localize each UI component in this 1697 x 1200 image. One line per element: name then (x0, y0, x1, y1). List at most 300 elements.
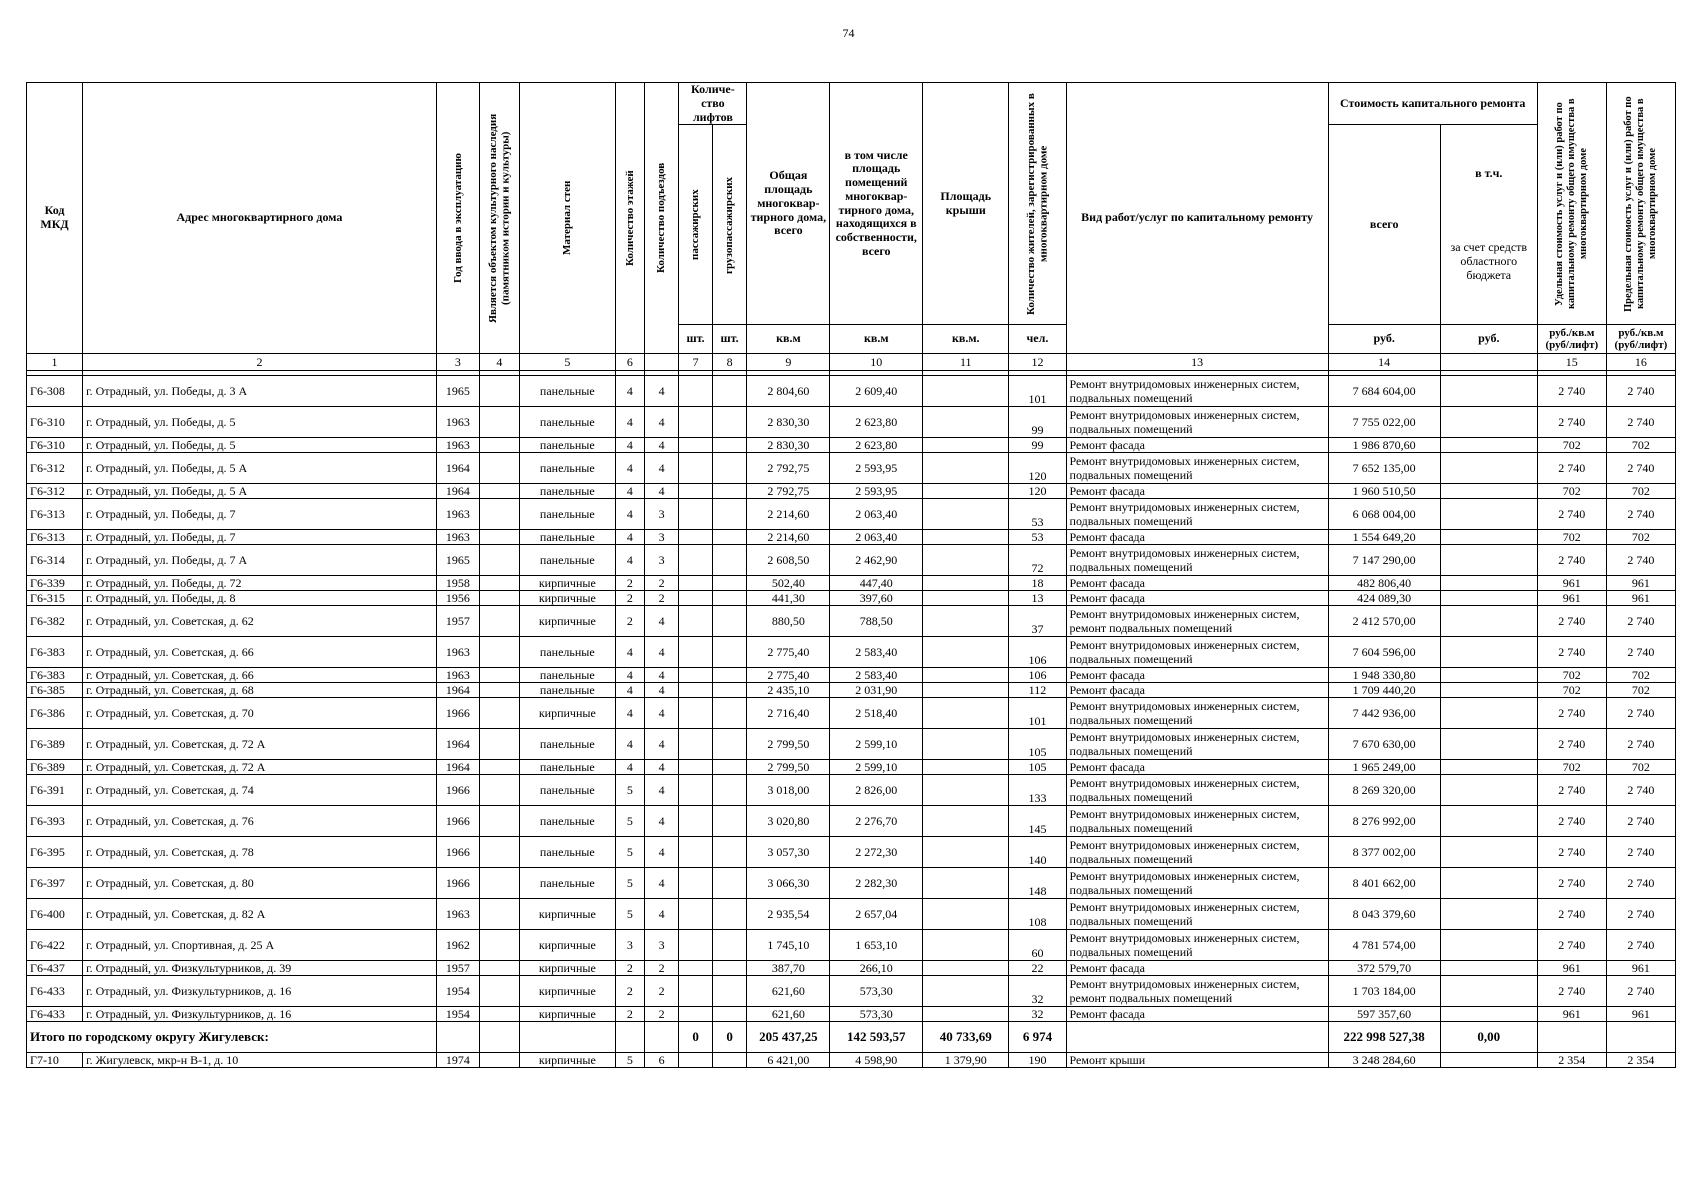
cell-owned-area: 2 518,40 (830, 698, 923, 729)
cell-floors: 2 (615, 606, 644, 637)
cell-walls: кирпичные (519, 961, 615, 976)
cell-lifts-passenger (679, 484, 712, 499)
cell-code: Г6-395 (27, 837, 83, 868)
header-year: Год ввода в эксплуатацию (451, 153, 464, 284)
cell-lifts-cargo (712, 606, 747, 637)
cell-owned-area: 447,40 (830, 576, 923, 591)
cell-owned-area: 4 598,90 (830, 1053, 923, 1068)
cell-walls: кирпичные (519, 930, 615, 961)
cell-entrances: 2 (644, 591, 679, 606)
cell-total-area: 880,50 (747, 606, 830, 637)
cell-owned-area: 2 609,40 (830, 376, 923, 407)
cell-regional (1440, 806, 1537, 837)
cell-lifts-passenger (679, 453, 712, 484)
header-incl: в т.ч. (1475, 166, 1503, 181)
header-entrances: Количество подъездов (655, 163, 668, 274)
cell-regional (1440, 729, 1537, 760)
cell-lifts-cargo (712, 637, 747, 668)
cell-address: г. Жигулевск, мкр-н В-1, д. 10 (83, 1053, 437, 1068)
cell-code: Г6-389 (27, 760, 83, 775)
cell-code: Г6-383 (27, 637, 83, 668)
cell-regional (1440, 453, 1537, 484)
cell-entrances: 3 (644, 930, 679, 961)
cell-year: 1957 (436, 961, 479, 976)
cell-roof-area (923, 868, 1009, 899)
cell-cost-total: 4 781 574,00 (1328, 930, 1440, 961)
cell-max-cost: 961 (1606, 576, 1675, 591)
cell-cost-total: 6 068 004,00 (1328, 499, 1440, 530)
col-number: 10 (830, 354, 923, 371)
cell-unit-cost: 961 (1537, 576, 1606, 591)
table-row (27, 637, 1676, 668)
total-label: Итого по городскому округу Жигулевск: (27, 1022, 437, 1053)
total-residents: 6 974 (1009, 1022, 1066, 1053)
cell-walls: панельные (519, 453, 615, 484)
cell-heritage (479, 729, 519, 760)
cell-cost-total: 1 554 649,20 (1328, 530, 1440, 545)
total-work (1066, 1022, 1328, 1053)
cell-work-type: Ремонт фасада (1066, 668, 1328, 683)
cell-work-type: Ремонт фасада (1066, 530, 1328, 545)
cell-lifts-cargo (712, 438, 747, 453)
cell-unit-cost: 961 (1537, 1007, 1606, 1022)
cell-heritage (479, 698, 519, 729)
cell-code: Г6-339 (27, 576, 83, 591)
col-number: 3 (436, 354, 479, 371)
cell-entrances: 3 (644, 545, 679, 576)
total-area: 205 437,25 (747, 1022, 830, 1053)
cell-work-type: Ремонт внутридомовых инженерных систем, подвальных помещений (1066, 729, 1328, 760)
cell-unit-cost: 702 (1537, 530, 1606, 545)
cell-max-cost: 2 740 (1606, 453, 1675, 484)
cell-code: Г6-308 (27, 376, 83, 407)
cell-cost-total: 8 043 379,60 (1328, 899, 1440, 930)
cell-floors: 5 (615, 1053, 644, 1068)
cell-lifts-cargo (712, 760, 747, 775)
total-roof-area: 40 733,69 (923, 1022, 1009, 1053)
cell-owned-area: 2 623,80 (830, 438, 923, 453)
cell-regional (1440, 760, 1537, 775)
header-cargo: грузопассажирских (723, 176, 736, 274)
cell-roof-area (923, 545, 1009, 576)
cell-cost-total: 7 147 290,00 (1328, 545, 1440, 576)
cell-total-area: 502,40 (747, 576, 830, 591)
cell-owned-area: 2 826,00 (830, 775, 923, 806)
cell-entrances: 2 (644, 976, 679, 1007)
cell-work-type: Ремонт внутридомовых инженерных систем, подвальных помещений (1066, 637, 1328, 668)
cell-work-type: Ремонт фасада (1066, 576, 1328, 591)
cell-year: 1963 (436, 899, 479, 930)
cell-max-cost: 2 740 (1606, 930, 1675, 961)
cell-work-type: Ремонт внутридомовых инженерных систем, ремонт подвальных помещений (1066, 606, 1328, 637)
table-row (27, 499, 1676, 530)
cell-code: Г6-313 (27, 499, 83, 530)
cell-code: Г6-386 (27, 698, 83, 729)
cell-lifts-passenger (679, 438, 712, 453)
cell-year: 1963 (436, 499, 479, 530)
cell-owned-area: 2 272,30 (830, 837, 923, 868)
cell-address: г. Отрадный, ул. Победы, д. 7 А (83, 545, 437, 576)
cell-roof-area (923, 899, 1009, 930)
cell-residents: 145 (1009, 806, 1066, 837)
cell-year: 1964 (436, 453, 479, 484)
cell-floors: 4 (615, 698, 644, 729)
table-row (27, 698, 1676, 729)
cell-floors: 3 (615, 930, 644, 961)
cell-residents: 105 (1009, 729, 1066, 760)
cell-max-cost: 702 (1606, 668, 1675, 683)
cell-residents: 190 (1009, 1053, 1066, 1068)
cell-year: 1963 (436, 407, 479, 438)
cell-entrances: 4 (644, 899, 679, 930)
cell-heritage (479, 637, 519, 668)
cell-owned-area: 2 583,40 (830, 637, 923, 668)
cell-work-type: Ремонт фасада (1066, 683, 1328, 698)
table-row (27, 545, 1676, 576)
cell-regional (1440, 576, 1537, 591)
cell-max-cost: 702 (1606, 530, 1675, 545)
cell-entrances: 4 (644, 698, 679, 729)
cell-heritage (479, 976, 519, 1007)
cell-max-cost: 2 740 (1606, 775, 1675, 806)
cell-year: 1974 (436, 1053, 479, 1068)
cell-owned-area: 2 583,40 (830, 668, 923, 683)
cell-code: Г6-382 (27, 606, 83, 637)
cell-lifts-cargo (712, 591, 747, 606)
cell-residents: 108 (1009, 899, 1066, 930)
header-regional: за счет средств областного бюджета (1450, 240, 1528, 282)
table-header (27, 83, 1676, 371)
cell-owned-area: 2 031,90 (830, 683, 923, 698)
cell-regional (1440, 698, 1537, 729)
cell-lifts-passenger (679, 868, 712, 899)
table-row (27, 1053, 1676, 1068)
total-lifts-cargo: 0 (712, 1022, 747, 1053)
cell-residents: 133 (1009, 775, 1066, 806)
cell-regional (1440, 868, 1537, 899)
cell-roof-area: 1 379,90 (923, 1053, 1009, 1068)
cell-lifts-cargo (712, 775, 747, 806)
cell-roof-area (923, 760, 1009, 775)
cell-cost-total: 2 412 570,00 (1328, 606, 1440, 637)
cell-cost-total: 1 986 870,60 (1328, 438, 1440, 453)
header-heritage: Является объектом культурного наследия (памятником истории и культуры) (486, 113, 512, 323)
table-row (27, 484, 1676, 499)
cell-unit-cost: 702 (1537, 760, 1606, 775)
cell-work-type: Ремонт внутридомовых инженерных систем, подвальных помещений (1066, 806, 1328, 837)
cell-work-type: Ремонт фасада (1066, 591, 1328, 606)
cell-lifts-passenger (679, 806, 712, 837)
cell-total-area: 387,70 (747, 961, 830, 976)
header-owned-area: в том числе площадь помещений многоквар-тирного дома, находящихся в собственности, всего (830, 83, 923, 325)
cell-unit-cost: 961 (1537, 591, 1606, 606)
cell-max-cost: 2 740 (1606, 698, 1675, 729)
col-number: 15 (1537, 354, 1606, 371)
cell-regional (1440, 376, 1537, 407)
cell-heritage (479, 1053, 519, 1068)
cell-roof-area (923, 438, 1009, 453)
cell-walls: панельные (519, 668, 615, 683)
cell-heritage (479, 545, 519, 576)
cell-lifts-cargo (712, 806, 747, 837)
table-row (27, 376, 1676, 407)
cell-total-area: 2 608,50 (747, 545, 830, 576)
cell-max-cost: 2 740 (1606, 407, 1675, 438)
cell-regional (1440, 484, 1537, 499)
cell-lifts-passenger (679, 668, 712, 683)
cell-code: Г6-310 (27, 407, 83, 438)
cell-unit-cost: 2 740 (1537, 545, 1606, 576)
cell-regional (1440, 899, 1537, 930)
table-row (27, 683, 1676, 698)
cell-year: 1966 (436, 837, 479, 868)
cell-unit-cost: 2 740 (1537, 499, 1606, 530)
cell-entrances: 4 (644, 637, 679, 668)
cell-lifts-cargo (712, 530, 747, 545)
cell-roof-area (923, 499, 1009, 530)
header-passenger: пассажирских (689, 189, 702, 261)
cell-entrances: 4 (644, 775, 679, 806)
header-cost-total: всего (1328, 125, 1440, 325)
cell-lifts-passenger (679, 407, 712, 438)
cell-total-area: 2 214,60 (747, 530, 830, 545)
cell-entrances: 4 (644, 376, 679, 407)
cell-work-type: Ремонт фасада (1066, 438, 1328, 453)
header-residents: Количество жителей, зарегистрированных в многоквартирном доме (1024, 92, 1050, 315)
cell-cost-total: 7 684 604,00 (1328, 376, 1440, 407)
cell-year: 1958 (436, 576, 479, 591)
cell-residents: 53 (1009, 499, 1066, 530)
cell-cost-total: 7 755 022,00 (1328, 407, 1440, 438)
cell-total-area: 3 018,00 (747, 775, 830, 806)
capital-repair-table (26, 82, 1676, 1068)
cell-lifts-cargo (712, 407, 747, 438)
cell-unit-cost: 2 740 (1537, 407, 1606, 438)
cell-heritage (479, 438, 519, 453)
cell-cost-total: 7 604 596,00 (1328, 637, 1440, 668)
cell-walls: панельные (519, 868, 615, 899)
cell-regional (1440, 930, 1537, 961)
cell-heritage (479, 1007, 519, 1022)
cell-address: г. Отрадный, ул. Победы, д. 3 А (83, 376, 437, 407)
cell-entrances: 4 (644, 868, 679, 899)
cell-address: г. Отрадный, ул. Советская, д. 70 (83, 698, 437, 729)
cell-walls: панельные (519, 484, 615, 499)
cell-total-area: 2 214,60 (747, 499, 830, 530)
cell-residents: 99 (1009, 438, 1066, 453)
cell-roof-area (923, 1007, 1009, 1022)
cell-owned-area: 2 593,95 (830, 453, 923, 484)
cell-walls: панельные (519, 775, 615, 806)
table-row (27, 775, 1676, 806)
cell-residents: 13 (1009, 591, 1066, 606)
table-row (27, 806, 1676, 837)
cell-residents: 32 (1009, 1007, 1066, 1022)
table-row (27, 930, 1676, 961)
table-row (27, 668, 1676, 683)
cell-floors: 2 (615, 1007, 644, 1022)
cell-work-type: Ремонт внутридомовых инженерных систем, подвальных помещений (1066, 407, 1328, 438)
col-number: 12 (1009, 354, 1066, 371)
cell-total-area: 2 775,40 (747, 668, 830, 683)
cell-lifts-cargo (712, 961, 747, 976)
cell-unit-cost: 2 740 (1537, 698, 1606, 729)
cell-floors: 4 (615, 637, 644, 668)
cell-lifts-cargo (712, 545, 747, 576)
cell-walls: панельные (519, 760, 615, 775)
cell-lifts-cargo (712, 976, 747, 1007)
cell-code: Г6-393 (27, 806, 83, 837)
cell-max-cost: 961 (1606, 1007, 1675, 1022)
cell-cost-total: 1 709 440,20 (1328, 683, 1440, 698)
cell-walls: панельные (519, 837, 615, 868)
cell-roof-area (923, 775, 1009, 806)
cell-address: г. Отрадный, ул. Советская, д. 74 (83, 775, 437, 806)
cell-unit-cost: 2 740 (1537, 637, 1606, 668)
cell-cost-total: 1 965 249,00 (1328, 760, 1440, 775)
cell-regional (1440, 668, 1537, 683)
total-lifts-passenger: 0 (679, 1022, 712, 1053)
cell-total-area: 3 057,30 (747, 837, 830, 868)
cell-unit-cost: 2 740 (1537, 606, 1606, 637)
cell-code: Г6-422 (27, 930, 83, 961)
cell-cost-total: 3 248 284,60 (1328, 1053, 1440, 1068)
cell-roof-area (923, 530, 1009, 545)
header-lifts: Количе-ство лифтов (679, 83, 747, 125)
cell-lifts-passenger (679, 961, 712, 976)
col-number: 9 (747, 354, 830, 371)
cell-owned-area: 2 282,30 (830, 868, 923, 899)
total-cost: 222 998 527,38 (1328, 1022, 1440, 1053)
cell-code: Г6-312 (27, 453, 83, 484)
cell-floors: 2 (615, 961, 644, 976)
cell-total-area: 2 716,40 (747, 698, 830, 729)
cell-lifts-passenger (679, 930, 712, 961)
cell-entrances: 2 (644, 576, 679, 591)
cell-walls: панельные (519, 499, 615, 530)
cell-walls: панельные (519, 637, 615, 668)
cell-cost-total: 7 652 135,00 (1328, 453, 1440, 484)
cell-code: Г6-389 (27, 729, 83, 760)
cell-floors: 5 (615, 899, 644, 930)
cell-year: 1957 (436, 606, 479, 637)
cell-heritage (479, 668, 519, 683)
cell-residents: 105 (1009, 760, 1066, 775)
col-number: 7 (679, 354, 712, 371)
cell-unit-cost: 2 740 (1537, 976, 1606, 1007)
cell-owned-area: 2 657,04 (830, 899, 923, 930)
cell-code: Г6-385 (27, 683, 83, 698)
cell-floors: 2 (615, 976, 644, 1007)
cell-lifts-passenger (679, 837, 712, 868)
cell-year: 1966 (436, 775, 479, 806)
cell-floors: 5 (615, 775, 644, 806)
cell-entrances: 4 (644, 729, 679, 760)
cell-year: 1956 (436, 591, 479, 606)
cell-total-area: 3 066,30 (747, 868, 830, 899)
cell-year: 1964 (436, 683, 479, 698)
cell-lifts-cargo (712, 729, 747, 760)
cell-heritage (479, 576, 519, 591)
cell-max-cost: 2 740 (1606, 868, 1675, 899)
cell-work-type: Ремонт фасада (1066, 484, 1328, 499)
cell-walls: кирпичные (519, 576, 615, 591)
cell-year: 1964 (436, 484, 479, 499)
cell-regional (1440, 591, 1537, 606)
cell-cost-total: 1 948 330,80 (1328, 668, 1440, 683)
cell-code: Г6-314 (27, 545, 83, 576)
table-row (27, 976, 1676, 1007)
cell-unit-cost: 2 740 (1537, 453, 1606, 484)
cell-regional (1440, 837, 1537, 868)
cell-year: 1965 (436, 545, 479, 576)
total-max (1606, 1022, 1675, 1053)
cell-regional (1440, 961, 1537, 976)
cell-code: Г6-383 (27, 668, 83, 683)
cell-walls: кирпичные (519, 1007, 615, 1022)
cell-max-cost: 2 740 (1606, 806, 1675, 837)
cell-floors: 4 (615, 407, 644, 438)
total-empty (519, 1022, 615, 1053)
cell-code: Г6-433 (27, 976, 83, 1007)
cell-roof-area (923, 668, 1009, 683)
cell-roof-area (923, 930, 1009, 961)
cell-heritage (479, 837, 519, 868)
column-numbers-row (27, 354, 1676, 371)
cell-regional (1440, 775, 1537, 806)
cell-total-area: 2 799,50 (747, 729, 830, 760)
table-row (27, 438, 1676, 453)
cell-lifts-passenger (679, 545, 712, 576)
cell-address: г. Отрадный, ул. Физкультурников, д. 39 (83, 961, 437, 976)
cell-lifts-cargo (712, 683, 747, 698)
unit-lifts-p: шт. (679, 325, 712, 354)
total-row (27, 1022, 1676, 1053)
cell-max-cost: 2 740 (1606, 729, 1675, 760)
cell-floors: 4 (615, 729, 644, 760)
table-row (27, 961, 1676, 976)
table-row (27, 453, 1676, 484)
cell-year: 1954 (436, 1007, 479, 1022)
cell-owned-area: 397,60 (830, 591, 923, 606)
cell-code: Г6-313 (27, 530, 83, 545)
cell-address: г. Отрадный, ул. Советская, д. 68 (83, 683, 437, 698)
cell-year: 1963 (436, 637, 479, 668)
cell-heritage (479, 407, 519, 438)
header-floors: Количество этажей (623, 170, 636, 267)
cell-regional (1440, 683, 1537, 698)
header-roof-area: Площадь крыши (923, 83, 1009, 325)
cell-total-area: 2 792,75 (747, 453, 830, 484)
col-number: 14 (1328, 354, 1440, 371)
cell-max-cost: 702 (1606, 438, 1675, 453)
cell-max-cost: 2 740 (1606, 545, 1675, 576)
cell-cost-total: 8 269 320,00 (1328, 775, 1440, 806)
cell-total-area: 3 020,80 (747, 806, 830, 837)
cell-entrances: 4 (644, 438, 679, 453)
cell-max-cost: 2 740 (1606, 837, 1675, 868)
cell-heritage (479, 775, 519, 806)
cell-lifts-passenger (679, 976, 712, 1007)
cell-code: Г6-397 (27, 868, 83, 899)
cell-max-cost: 2 354 (1606, 1053, 1675, 1068)
unit-total-area: кв.м (747, 325, 830, 354)
cell-floors: 4 (615, 499, 644, 530)
cell-code: Г6-400 (27, 899, 83, 930)
cell-work-type: Ремонт крыши (1066, 1053, 1328, 1068)
cell-floors: 4 (615, 438, 644, 453)
cell-unit-cost: 2 740 (1537, 806, 1606, 837)
